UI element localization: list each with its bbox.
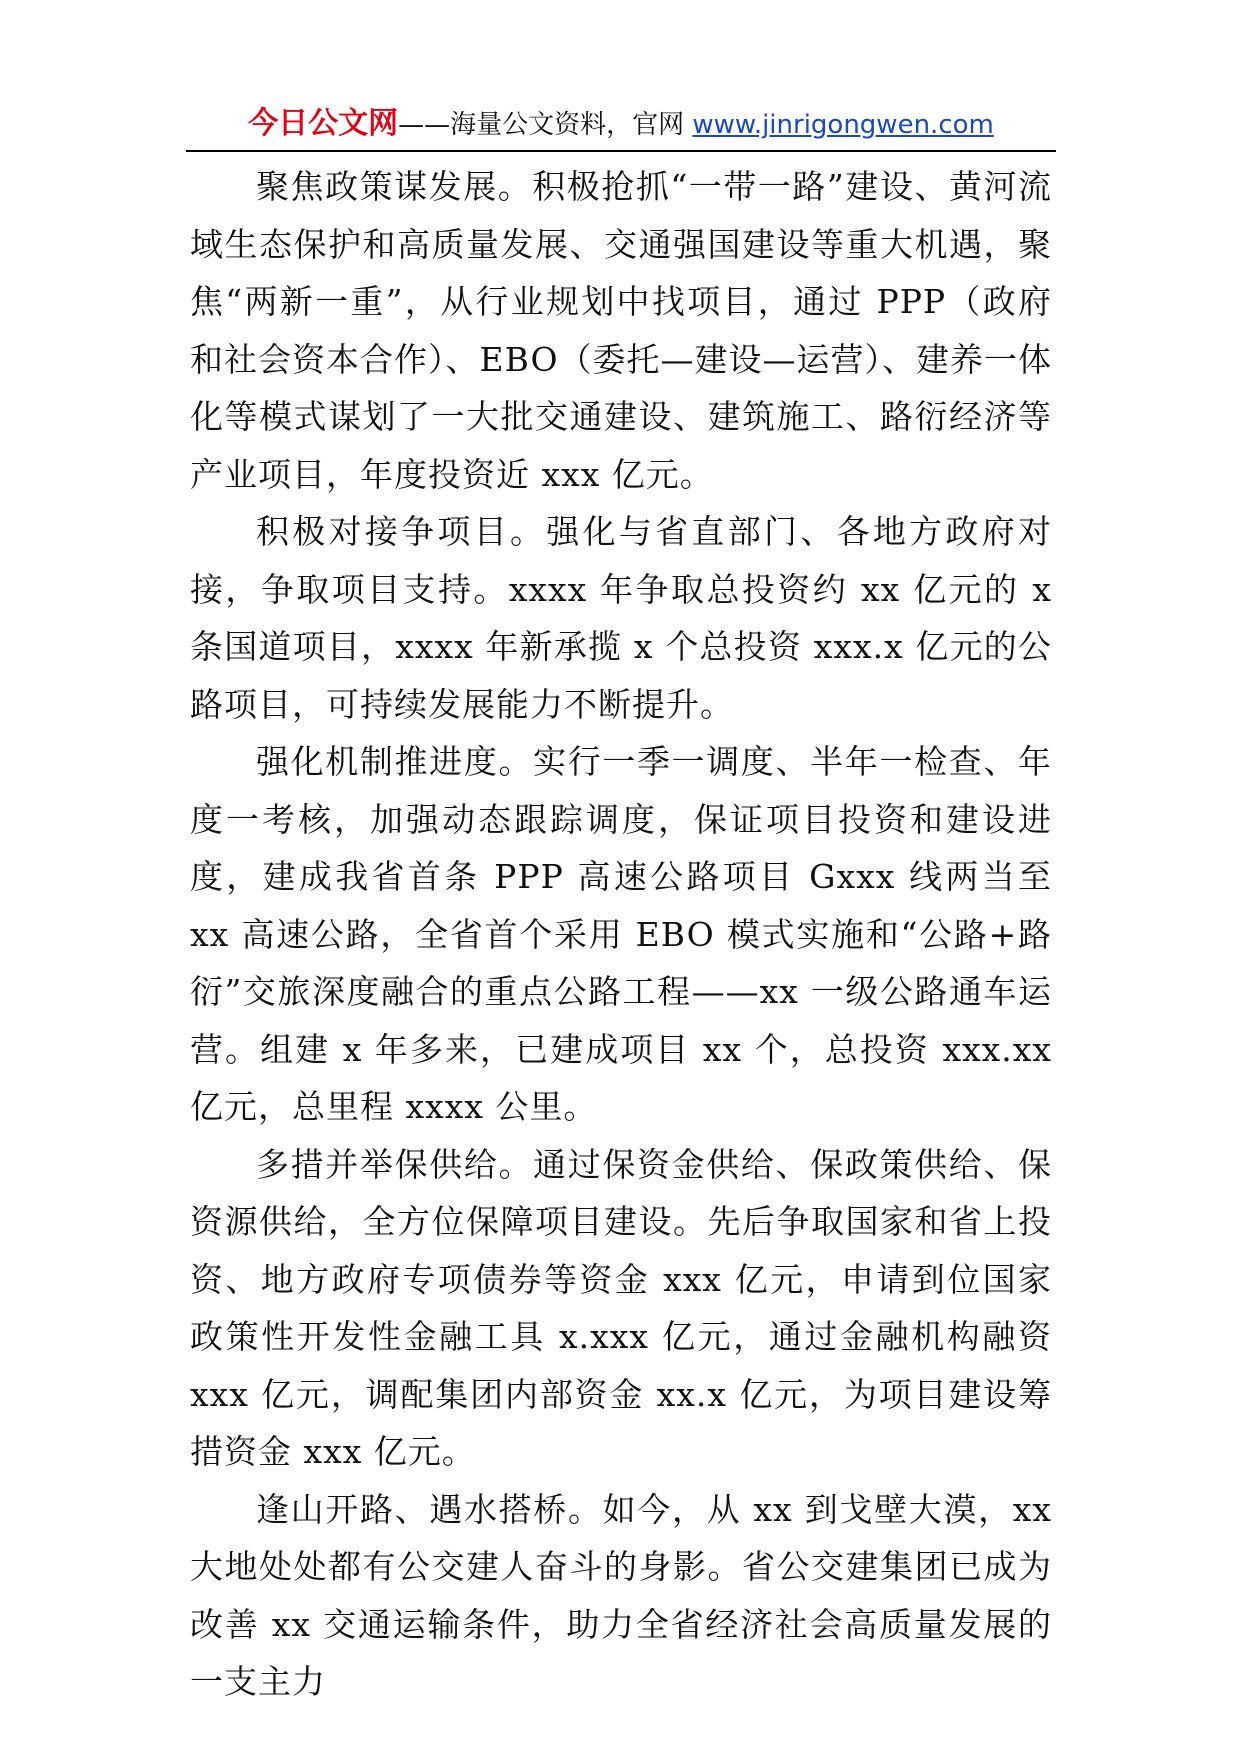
paragraph-policy: 聚焦政策谋发展。积极抢抓“一带一路”建设、黄河流域生态保护和高质量发展、交通强国建设等重大机遇，聚焦“两新一重”，从行业规划中找项目，通过 PPP（政府和社会资本合作）、EBO（委托—建设—运营）、建养一体化等模式谋划了一大批交通建设、建筑施工、路衍经济等产业项目，年度投资近 xxx 亿元。 [190, 167, 1053, 494]
site-url-link[interactable]: www.jinrigongwen.com [692, 110, 994, 140]
page-header [186, 100, 1056, 152]
header-dash: —— [398, 110, 451, 140]
site-brand: 今日公文网 [248, 106, 399, 141]
paragraph-supply: 多措并举保供给。通过保资金供给、保政策供给、保资源供给，全方位保障项目建设。先后争取国家和省上投资、地方政府专项债券等资金 xxx 亿元，申请到位国家政策性开发性金融工具 x.xxx 亿元，通过金融机构融资 xxx 亿元，调配集团内部资金 xx.x 亿元，为项目建设筹措资金 xxx 亿元。 [190, 1144, 1052, 1471]
document-body [190, 158, 1052, 1711]
header-slogan: 海量公文资料，官网 [450, 110, 693, 140]
paragraph-mechanism: 强化机制推进度。实行一季一调度、半年一检查、年度一考核，加强动态跟踪调度，保证项目投资和建设进度，建成我省首条 PPP 高速公路项目 Gxxx 线两当至 xx 高速公路，全省首个采用 EBO 模式实施和“公路+路衍”交旅深度融合的重点公路工程——xx 一级公路通车运营。组建 x 年多来，已建成项目 xx 个，总投资 xxx.xx 亿元，总里程 xxxx 公里。 [190, 742, 1052, 1126]
paragraph-conclusion: 逢山开路、遇水搭桥。如今，从 xx 到戈壁大漠，xx 大地处处都有公交建人奋斗的身影。省公交建集团已成为改善 xx 交通运输条件，助力全省经济社会高质量发展的一支主力 [190, 1489, 1052, 1701]
paragraph-projects: 积极对接争项目。强化与省直部门、各地方政府对接，争取项目支持。xxxx 年争取总投资约 xx 亿元的 x 条国道项目，xxxx 年新承揽 x 个总投资 xxx.x 亿元的公路项目，可持续发展能力不断提升。 [190, 512, 1052, 724]
